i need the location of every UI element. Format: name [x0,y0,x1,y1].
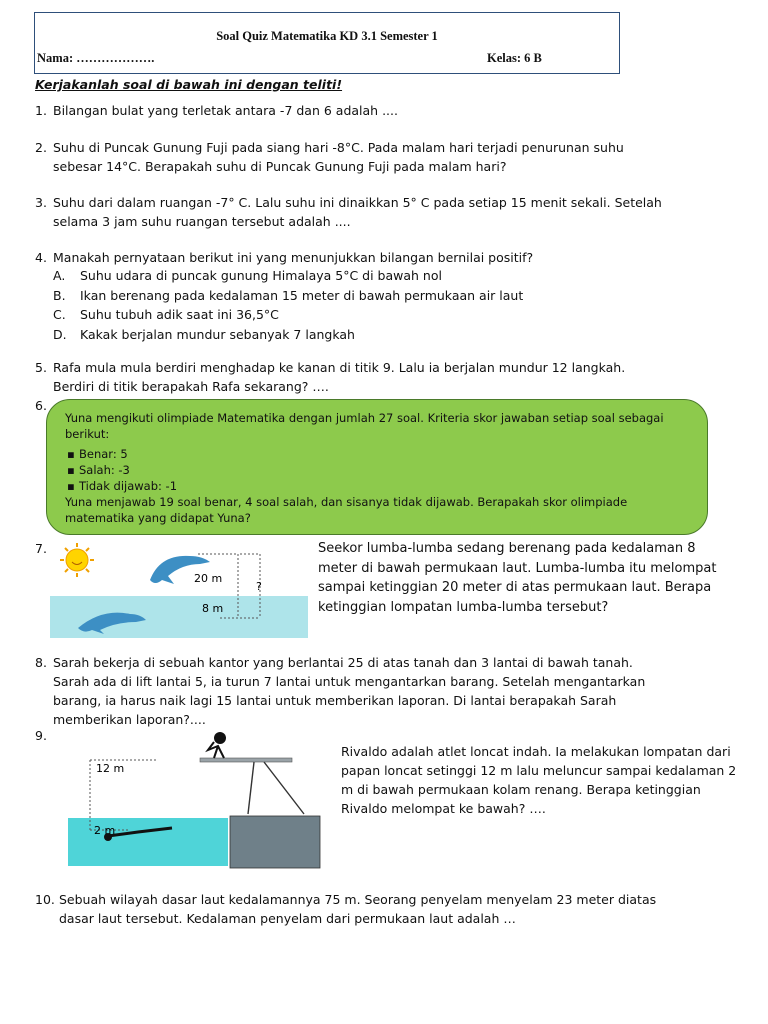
question-text: Bilangan bulat yang terletak antara -7 dan 6 adalah .... [53,103,398,118]
question-text: Berdiri di titik berapakah Rafa sekarang? …. [53,379,329,394]
label-8m: 8 m [202,602,224,615]
question-text: Suhu dari dalam ruangan -7° C. Lalu suhu ini dinaikkan 5° C pada setiap 15 menit sekali. Setelah [53,195,662,210]
scoring-list [65,446,695,494]
list-item: ▪ Salah: -3 [65,462,695,478]
question-text: barang, ia harus naik lagi 15 lantai untuk memberikan laporan. Di lantai berapakah Sarah [53,693,617,708]
option-c: C. Suhu tubuh adik saat ini 36,5°C [53,307,279,322]
label-2m: 2 m [94,824,116,837]
quiz-title: Soal Quiz Matematika KD 3.1 Semester 1 [216,29,438,43]
question-9-text: Rivaldo adalah atlet loncat indah. Ia melakukan lompatan dari papan loncat setinggi 12 m lalu meluncur sampai kedalaman 2 m di bawah permukaan kolam renang. Berapa ketinggian Rivaldo melompat ke bawah? …. [341,744,737,816]
question-7-number: 7. [35,541,47,556]
pool-wall [230,816,320,868]
question-number: 10. [35,892,55,907]
question-text: Sebuah wilayah dasar laut kedalamannya 75 m. Seorang penyelam menyelam 23 meter diatas [59,892,657,907]
question-text: Sarah bekerja di sebuah kantor yang berlantai 25 di atas tanah dan 3 lantai di bawah tanah. [53,655,633,670]
diving-figure [68,726,324,870]
question-text: selama 3 jam suhu ruangan tersebut adalah .... [53,214,351,229]
diver-standing-icon [208,732,226,758]
label-20m: 20 m [194,572,223,585]
sun-icon [60,543,94,577]
list-item: ▪ Tidak dijawab: -1 [65,478,695,494]
option-d: D. Kakak berjalan mundur sebanyak 7 langkah [53,326,355,342]
label-12m: 12 m [96,762,125,775]
quiz-header-box [34,12,620,74]
question-text: Yuna menjawab 19 soal benar, 4 soal salah, dan sisanya tidak dijawab. Berapakah skor olimpiade matematika yang didapat Yuna? [65,495,628,525]
question-text: dasar laut tersebut. Kedalaman penyelam dari permukaan laut adalah … [59,911,516,926]
answer-options [53,266,523,344]
question-text: Rafa mula mula berdiri menghadap ke kanan di titik 9. Lalu ia berjalan mundur 12 langkah. [53,360,626,375]
dolphin-figure [50,542,308,638]
question-6-box [46,399,708,535]
option-b: B. Ikan berenang pada kedalaman 15 meter di bawah permukaan air laut [53,287,524,303]
class-label: Kelas: 6 B [487,51,542,65]
question-text: sebesar 14°C. Berapakah suhu di Puncak Gunung Fuji pada malam hari? [53,159,507,174]
question-text: memberikan laporan?.... [53,712,206,727]
question-number: 5. [35,360,47,375]
list-item: ▪ Benar: 5 [65,446,695,462]
label-question: ? [256,580,262,593]
pool-water [68,818,228,866]
question-6-number: 6. [35,398,47,413]
question-text: Suhu di Puncak Gunung Fuji pada siang hari -8°C. Pada malam hari terjadi penurunan suhu [53,140,624,155]
instruction: Kerjakanlah soal di bawah ini dengan teliti! [35,77,343,92]
question-9-number: 9. [35,728,47,743]
question-number: 4. [35,250,47,265]
question-number: 3. [35,195,47,210]
question-number: 1. [35,103,47,118]
sea-water [50,596,308,638]
diving-board [200,758,292,762]
name-field-label: Nama: ………………. [37,51,155,65]
question-7-text: Seekor lumba-lumba sedang berenang pada kedalaman 8 meter di bawah permukaan laut. Lumba-lumba itu melompat sampai ketinggian 20 meter di atas permukaan laut. Berapa ketinggian lompatan lumba-lumba tersebut? [318,541,717,615]
question-text: Yuna mengikuti olimpiade Matematika dengan jumlah 27 soal. Kriteria skor jawaban setiap soal sebagai berikut: [65,411,664,441]
question-number: 2. [35,140,47,155]
question-number: 8. [35,655,47,670]
question-text: Manakah pernyataan berikut ini yang menunjukkan bilangan bernilai positif? [53,250,534,265]
option-a: A. Suhu udara di puncak gunung Himalaya 5°C di bawah nol [53,268,442,283]
question-text: Sarah ada di lift lantai 5, ia turun 7 lantai untuk mengantarkan barang. Setelah mengantarkan [53,674,646,689]
